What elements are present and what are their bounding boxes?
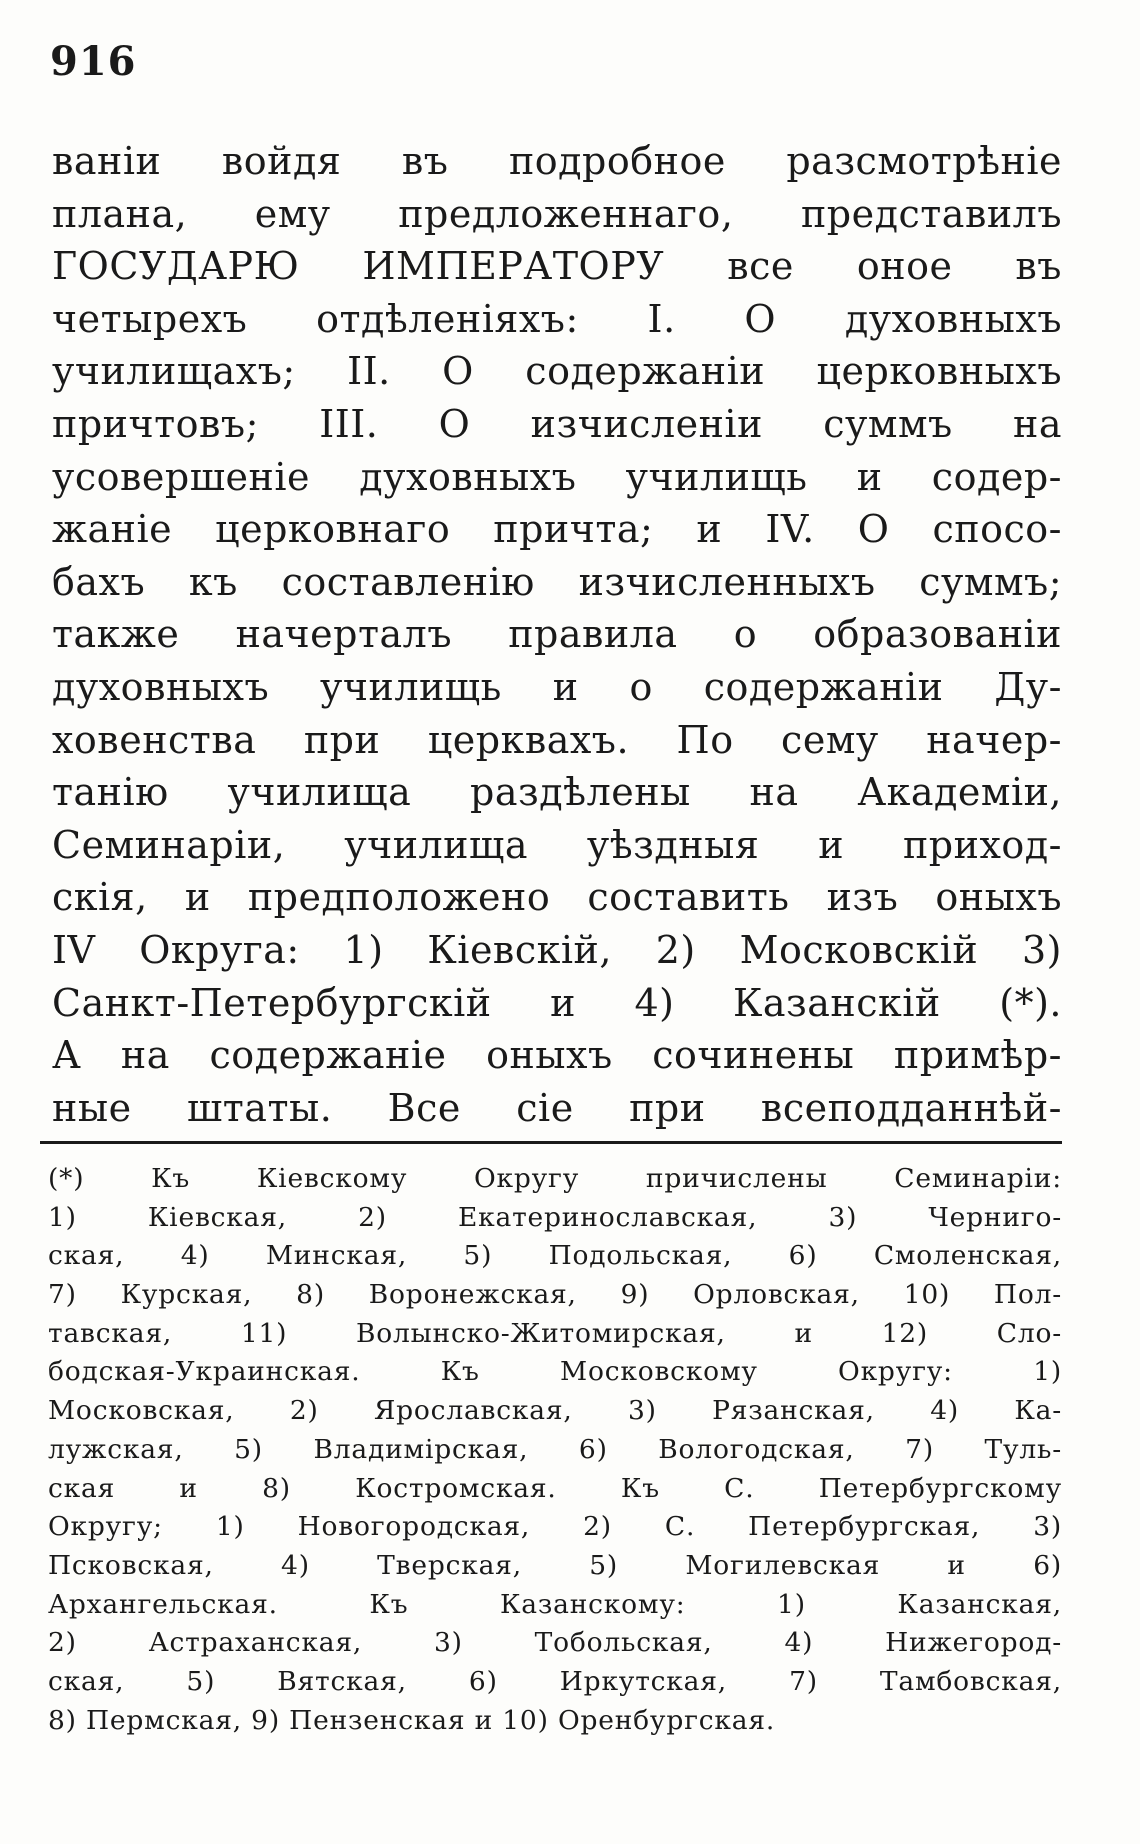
text-line: духовныхъ училищь и о содержанiи Ду- [52,664,1062,709]
text-line: жанiе церковнаго причта; и IV. О спосо- [52,507,1062,552]
main-text-block [52,135,1062,1134]
footnote-line: ская и 8) Костромская. Къ С. Петербургскому [48,1472,1062,1504]
footnote-line: ская, 4) Минская, 5) Подольская, 6) Смоленская, [48,1240,1062,1272]
text-line: ванiи войдя въ подробное разсмотрѣнiе [52,139,1062,183]
footnote-line: Московская, 2) Ярославская, 3) Рязанская, 4) Ка- [48,1395,1062,1427]
text-line: танiю училища раздѣлены на Академiи, [52,770,1062,815]
text-line: Семинарiи, училища уѣздныя и приход- [52,822,1062,867]
footnote-line: Псковская, 4) Тверская, 5) Могилевская и 6) [48,1549,1062,1581]
page-number: 916 [50,38,137,85]
footnote-line: (*) Къ Кiевскому Округу причислены Семинарiи: [48,1163,1062,1194]
text-line: скiя, и предположено составить изъ оныхъ [52,875,1062,920]
text-line: усовершенiе духовныхъ училищь и содер- [52,454,1062,499]
text-line: IV Округа: 1) Кiевскiй, 2) Московскiй 3) [52,927,1062,972]
text-line: ные штаты. Все сiе при всеподданнѣй- [52,1085,1062,1130]
text-line: А на содержанiе оныхъ сочинены примѣр- [52,1033,1062,1078]
footnote-line: 7) Курская, 8) Воронежская, 9) Орловская, 10) Пол- [48,1279,1062,1311]
text-line: четырехъ отдѣленiяхъ: I. О духовныхъ [52,296,1062,341]
footnote-line: ская, 5) Вятская, 6) Иркутская, 7) Тамбовская, [48,1665,1062,1697]
footnote-line: 1) Кiевская, 2) Екатеринославская, 3) Черниго- [48,1201,1062,1233]
text-line: плана, ему предложеннаго, представилъ [52,191,1062,236]
footnote-line: тавская, 11) Волынско-Житомирская, и 12) Сло- [48,1317,1062,1349]
text-line: ГОСУДАРЮ ИМПЕРАТОРУ все оное въ [52,244,1062,289]
footnote-line: 8) Пермская, 9) Пензенская и 10) Оренбургская. [48,1704,776,1736]
footnote-line: Архангельская. Къ Казанскому: 1) Казанская, [48,1588,1062,1620]
footnote-line: лужская, 5) Владимiрская, 6) Вологодская, 7) Туль- [48,1433,1062,1465]
text-line: бахъ къ составленiю изчисленныхъ суммъ; [52,559,1062,604]
text-line: Санкт-Петербургскiй и 4) Казанскiй (*). [52,980,1062,1025]
footnote-divider [40,1141,1062,1144]
footnote-line: бодская-Украинская. Къ Московскому Округу: 1) [48,1356,1062,1388]
text-line: училищахъ; II. О содержанiи церковныхъ [52,349,1062,394]
footnote-line: Округу; 1) Новогородская, 2) С. Петербургская, 3) [48,1511,1062,1543]
text-line: ховенства при церквахъ. По сему начер- [52,717,1062,762]
text-line: причтовъ; III. О изчисленiи суммъ на [52,401,1062,446]
footnote-block [48,1160,1062,1740]
footnote-line: 2) Астраханская, 3) Тобольская, 4) Нижегород- [48,1627,1062,1659]
text-line: также начерталъ правила о образованiи [52,612,1062,657]
